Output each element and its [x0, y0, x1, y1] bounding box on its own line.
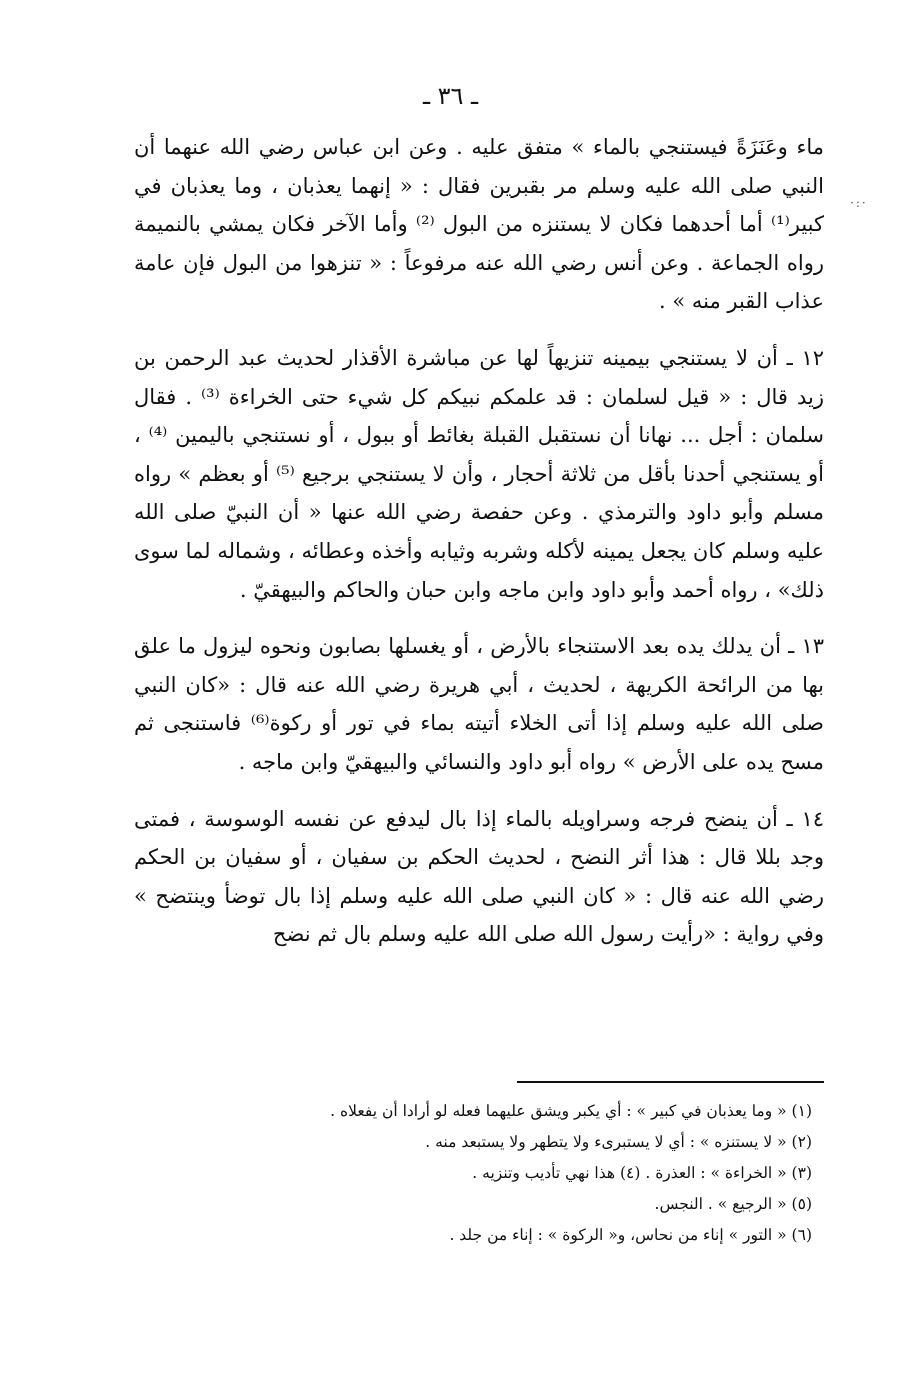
- paragraph-13: ١٣ ـ أن يدلك يده بعد الاستنجاء بالأرض ، أو يغسلها بصابون ونحوه ليزول ما علق بها من الرائحة الكريهة ، لحديث ، أبي هريرة رضي الله عنه قال : «كان النبي صلى الله عليه وسلم إذا أتى الخلاء أتيته بماء في تور أو ركوة⁽⁶⁾ فاستنجى ثم مسح يده على الأرض » رواه أبو داود والنسائي والبيهقيّ وابن ماجه .: [134, 634, 824, 774]
- main-text: [134, 128, 824, 954]
- footnote-divider: [517, 1081, 824, 1083]
- footnote-5: (٥) « الرجيع » . النجس.: [654, 1195, 812, 1213]
- page-number: ـ ٣٦ ـ: [422, 82, 479, 110]
- paragraph-continuation: ماء وعَنَزَةً فيستنجي بالماء » متفق عليه . وعن ابن عباس رضي الله عنهما أن النبي صلى الله عليه وسلم مر بقبرين فقال : « إنهما يعذبان ، وما يعذبان في كبير⁽¹⁾ أما أحدهما فكان لا يستنزه من البول ⁽²⁾ وأما الآخر فكان يمشي بالنميمة رواه الجماعة . وعن أنس رضي الله عنه مرفوعاً : « تنزهوا من البول فإن عامة عذاب القبر منه » .: [134, 135, 824, 314]
- footnote-3-4: (٣) « الخراءة » : العذرة . (٤) هذا نهي تأديب وتنزيه .: [472, 1164, 812, 1182]
- footnote-2: (٢) « لا يستنزه » : أي لا يستبرىء ولا يتطهر ولا يستبعد منه .: [425, 1133, 812, 1151]
- footnote-6: (٦) « التور » إناء من نحاس، و« الركوة » : إناء من جلد .: [449, 1226, 812, 1244]
- paragraph-14: ١٤ ـ أن ينضح فرجه وسراويله بالماء إذا بال ليدفع عن نفسه الوسوسة ، فمتى وجد بللا قال : هذا أثر النضح ، لحديث الحكم بن سفيان ، أو سفيان بن الحكم رضي الله عنه قال : « كان النبي صلى الله عليه وسلم إذا بال توضأ وينتضح » وفي رواية : «رأيت رسول الله صلى الله عليه وسلم بال ثم نضح: [134, 806, 824, 947]
- footnote-1: (١) « وما يعذبان في كبير » : أي يكبر ويشق عليهما فعله لو أرادا أن يفعلاه .: [330, 1102, 812, 1120]
- margin-mark: ·:·: [850, 196, 868, 210]
- footnotes: [134, 1096, 824, 1251]
- paragraph-12: ١٢ ـ أن لا يستنجي بيمينه تنزيهاً لها عن مباشرة الأقذار لحديث عبد الرحمن بن زيد قال : « قيل لسلمان : قد علمكم نبيكم كل شيء حتى الخراءة ⁽³⁾ . فقال سلمان : أجل ... نهانا أن نستقبل القبلة بغائط أو ببول ، أو نستنجي باليمين ⁽⁴⁾ ، أو يستنجي أحدنا بأقل من ثلاثة أحجار ، وأن لا يستنجي برجيع ⁽⁵⁾ أو بعظم » رواه مسلم وأبو داود والترمذي . وعن حفصة رضي الله عنها « أن النبيّ صلى الله عليه وسلم كان يجعل يمينه لأكله وشربه وثيابه وأخذه وعطائه ، وشماله لما سوى ذلك» ، رواه أحمد وأبو داود وابن ماجه وابن حبان والحاكم والبيهقيّ .: [134, 345, 824, 602]
